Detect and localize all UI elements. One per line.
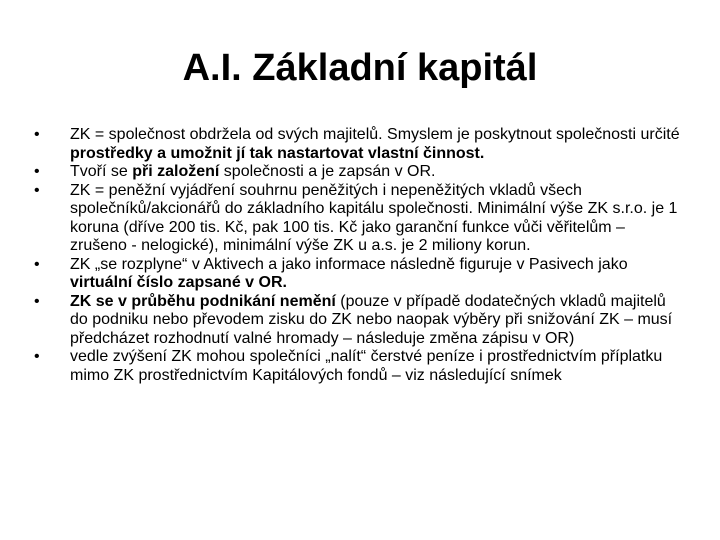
bullet-text: ZK = společnost obdržela od svých majitelů. Smyslem je poskytnout společnosti určité [70,126,680,143]
bullet-text: Tvoří se [70,163,133,180]
bullet-dot-icon: • [34,163,40,180]
bullet-text: společnosti a je zapsán v OR. [219,163,436,180]
bullet-text: vedle zvýšení ZK mohou společníci „nalít“ čerstvé peníze i prostřednictvím příplatku mimo ZK prostřednictvím Kapitálových fondů – viz následující snímek [70,348,663,384]
bullet-text-bold: při založení [132,163,220,180]
bullet-list [34,126,684,385]
bullet-text-bold: prostředky a umožnit jí tak nastartovat vlastní činnost. [70,144,485,162]
bullet-dot-icon: • [34,181,40,199]
bullet-text: ZK „se rozplyne“ v Aktivech a jako informace následně figuruje v Pasivech jako [70,255,628,273]
bullet-item [34,256,684,293]
slide-title: A.I. Základní kapitál [182,47,538,89]
bullet-dot-icon: • [34,348,40,365]
bullet-text-bold: virtuální číslo zapsané v OR. [70,274,287,291]
bullet-item [34,163,684,182]
bullet-item [34,348,684,385]
bullet-dot-icon: • [34,126,40,143]
bullet-dot-icon: • [34,292,40,310]
bullet-text-bold: ZK se v průběhu podnikání nemění [70,292,336,310]
bullet-item [34,126,684,163]
bullet-text: ZK = peněžní vyjádření souhrnu peněžitých i nepeněžitých vkladů všech společníků/akcionářů do základního kapitálu společnosti. Minimální výše ZK s.r.o. je 1 koruna (dříve 200 tis. Kč, pak 100 tis. Kč jako garanční funkce vůči věřitelům – zrušeno - nelogické), minimální výše ZK u a.s. je 2 miliony korun. [70,181,678,254]
bullet-item [34,182,684,256]
bullet-item [34,293,684,349]
bullet-text: (pouze v případě dodatečných vkladů majitelů do podniku nebo převodem zisku do ZK nebo naopak výběry při snižování ZK – musí předcházet rozhodnutí valné hromady – následuje změna zápisu v OR) [70,292,673,347]
bullet-dot-icon: • [34,255,40,273]
